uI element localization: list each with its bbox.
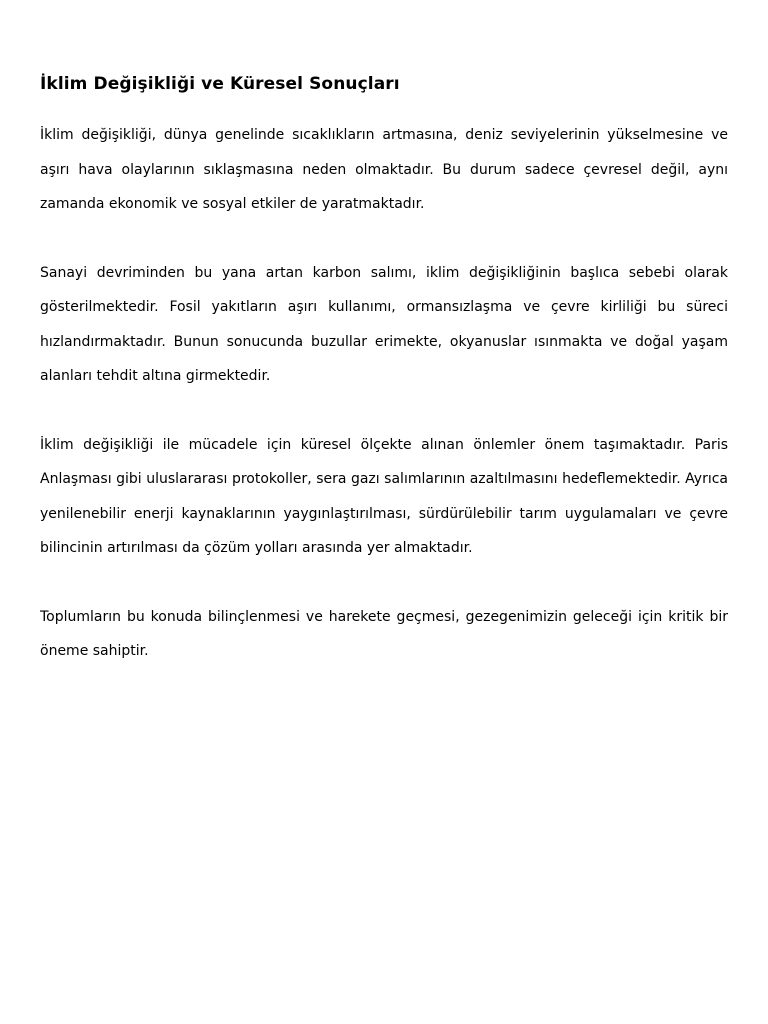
paragraph-3: İklim değişikliği ile mücadele için küresel ölçekte alınan önlemler önem taşımaktadır. Paris Anlaşması gibi uluslararası protokoller, sera gazı salımlarının azaltılmasını hedeflemektedir. Ayrıca yenilenebilir enerji kaynaklarının yaygınlaştırılması, sürdürülebilir tarım uygulamaları ve çevre bilincinin artırılması da çözüm yolları arasında yer almaktadır. (40, 436, 728, 556)
document-page (40, 70, 728, 669)
paragraph-4: Toplumların bu konuda bilinçlenmesi ve harekete geçmesi, gezegenimizin geleceği için kritik bir öneme sahiptir. (40, 608, 728, 659)
paragraph-1: İklim değişikliği, dünya genelinde sıcaklıkların artmasına, deniz seviyelerinin yükselmesine ve aşırı hava olaylarının sıklaşmasına neden olmaktadır. Bu durum sadece çevresel değil, aynı zamanda ekonomik ve sosyal etkiler de yaratmaktadır. (40, 127, 728, 212)
document-title: İklim Değişikliği ve Küresel Sonuçları (40, 74, 400, 94)
paragraph-2: Sanayi devriminden bu yana artan karbon salımı, iklim değişikliğinin başlıca sebebi olarak gösterilmektedir. Fosil yakıtların aşırı kullanımı, ormansızlaşma ve çevre kirliliği bu süreci hızlandırmaktadır. Bunun sonucunda buzullar erimekte, okyanuslar ısınmakta ve doğal yaşam alanları tehdit altına girmektedir. (40, 264, 728, 384)
